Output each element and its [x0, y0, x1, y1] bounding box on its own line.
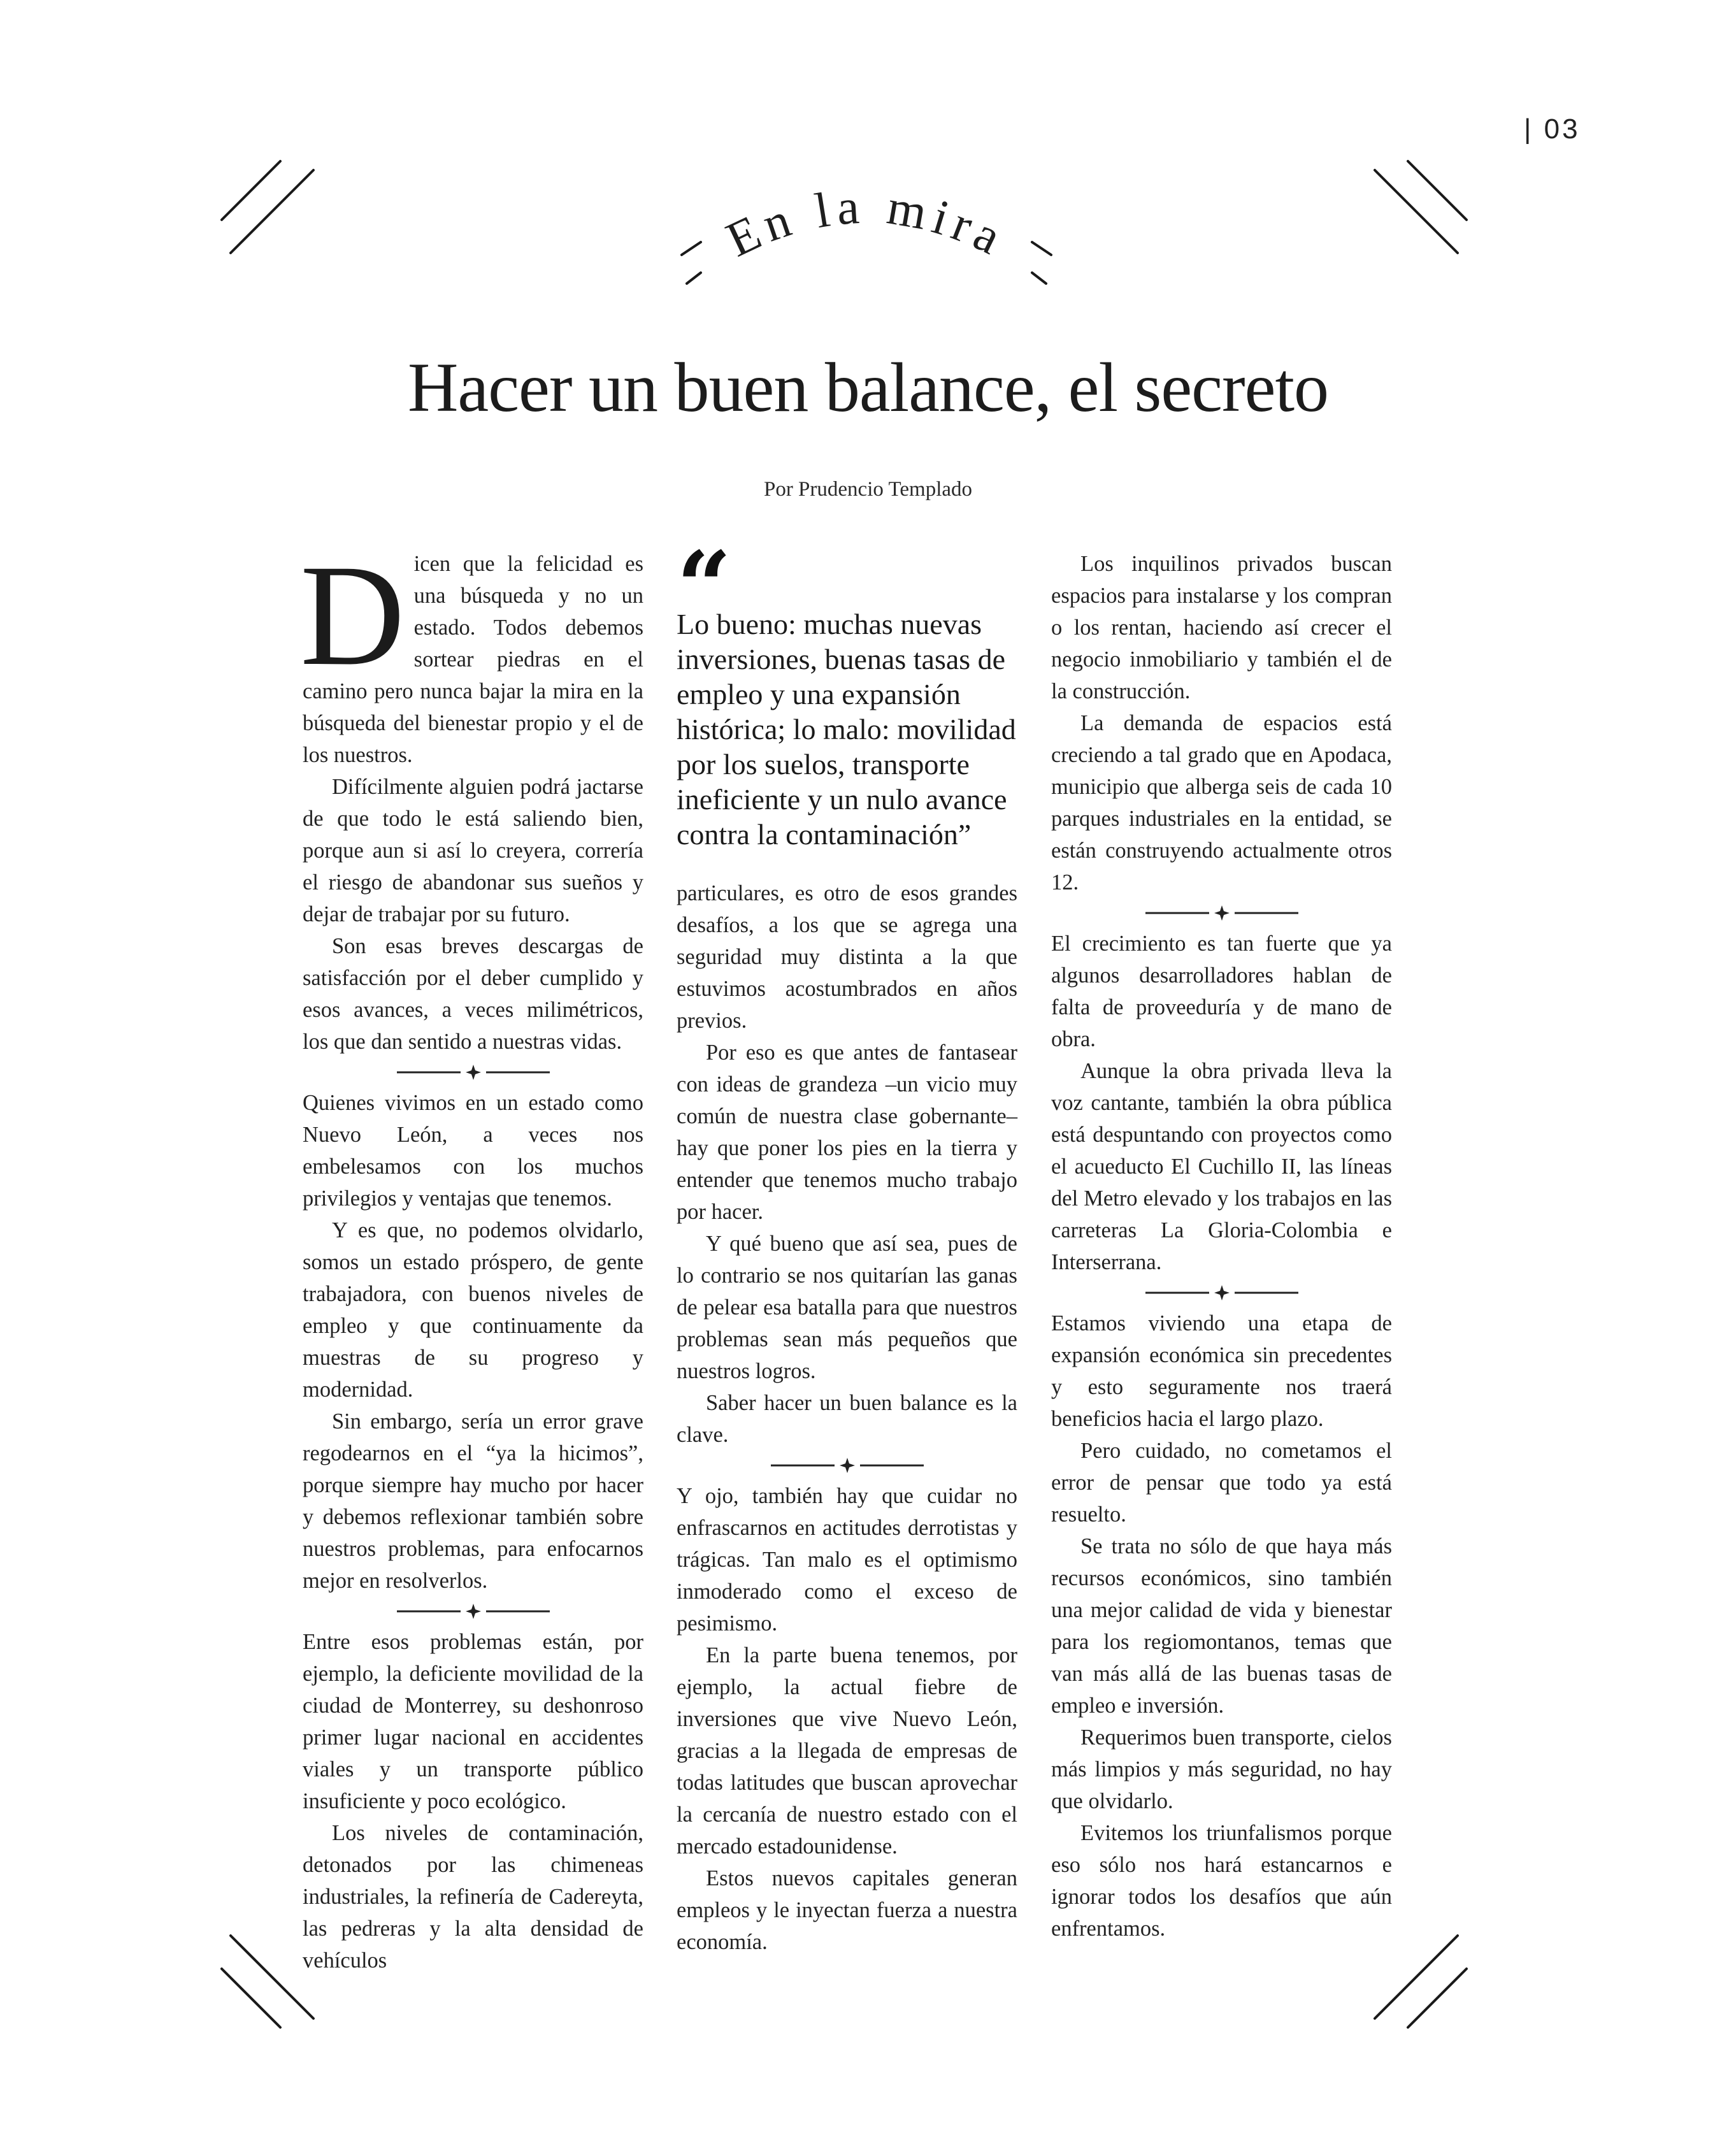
paragraph: Entre esos problemas están, por ejemplo, la deficiente movilidad de la ciudad de Monterrey, su deshonroso primer lugar nacional en accidentes viales y un transporte público insuficiente y poco ecológico.	[303, 1630, 643, 1813]
paragraph: Se trata no sólo de que haya más recursos económicos, sino también una mejor calidad de vida y bienestar para los regiomontanos, temas que van más allá de las buenas tasas de empleo e inversión.	[1051, 1534, 1392, 1718]
ornament-divider	[384, 1063, 563, 1082]
section-label-arc	[650, 153, 1083, 312]
article-column-2	[677, 531, 1017, 1958]
ornament-divider	[758, 1456, 936, 1475]
paragraph: Pero cuidado, no cometamos el error de pensar que todo ya está resuelto.	[1051, 1439, 1392, 1527]
paragraph: Saber hacer un buen balance es la clave.	[677, 1391, 1017, 1447]
paragraph: Por eso es que antes de fantasear con ideas de grandeza –un vicio muy común de nuestra clase gobernante– hay que poner los pies en la tierra y entender que tenemos mucho trabajo por hacer.	[677, 1040, 1017, 1224]
drop-cap: D	[300, 535, 405, 696]
headline: Hacer un buen balance, el secreto	[407, 349, 1329, 426]
paragraph: particulares, es otro de esos grandes desafíos, a los que se agrega una seguridad muy distinta a la que estuvimos acostumbrados en años previos.	[677, 881, 1017, 1033]
paragraph: Y es que, no podemos olvidarlo, somos un estado próspero, de gente trabajadora, con buenos niveles de empleo y que continuamente da muestras de su progreso y modernidad.	[303, 1218, 643, 1402]
pull-quote	[677, 531, 1017, 852]
pull-quote-text: Lo bueno: muchas nuevas inversiones, buenas tasas de empleo y una expansión histórica; lo malo: movilidad por los suelos, transporte ineficiente y un nulo avance contra la contaminación”	[677, 608, 1016, 851]
paragraph: Los inquilinos privados buscan espacios para instalarse y los compran o los rentan, haciendo así crecer el negocio inmobiliario y también el de la construcción.	[1051, 552, 1392, 703]
paragraph: Y qué bueno que así sea, pues de lo contrario se nos quitarían las ganas de pelear esa batalla para que nuestros problemas sean más pequeños que nuestros logros.	[677, 1232, 1017, 1383]
paragraph: Son esas breves descargas de satisfacción por el deber cumplido y esos avances, a veces milimétricos, los que dan sentido a nuestras vidas.	[303, 934, 643, 1054]
paragraph: Estamos viviendo una etapa de expansión económica sin precedentes y esto seguramente nos traerá beneficios hacia el largo plazo.	[1051, 1311, 1392, 1431]
arc-tick-right-lower	[1032, 273, 1046, 284]
quote-mark: “	[677, 531, 732, 643]
page-number: | 03	[1524, 113, 1581, 145]
paragraph: icen que la felicidad es una búsqueda y no un estado. Todos debemos sortear piedras en el camino pero nunca bajar la mira en la búsqueda del bienestar propio y el de los nuestros.	[303, 552, 643, 767]
paragraph: Y ojo, también hay que cuidar no enfrascarnos en actitudes derrotistas y trágicas. Tan malo es el optimismo inmoderado como el exceso de pesimismo.	[677, 1484, 1017, 1636]
ornament-divider	[1133, 903, 1311, 923]
paragraph: Quienes vivimos en un estado como Nuevo León, a veces nos embelesamos con los muchos privilegios y ventajas que tenemos.	[303, 1091, 643, 1211]
paragraph: El crecimiento es tan fuerte que ya algunos desarrolladores hablan de falta de proveeduría y de mano de obra.	[1051, 932, 1392, 1051]
ornament-divider	[1133, 1283, 1311, 1302]
paragraph: Requerimos buen transporte, cielos más limpios y más seguridad, no hay que olvidarlo.	[1051, 1725, 1392, 1813]
arc-tick-right-upper	[1032, 242, 1051, 255]
byline: Por Prudencio Templado	[763, 478, 973, 501]
arc-tick-left-lower	[687, 273, 701, 284]
ornament-divider	[384, 1602, 563, 1621]
paragraph: Evitemos los triunfalismos porque eso sólo nos hará estancarnos e ignorar todos los desafíos que aún enfrentamos.	[1051, 1821, 1392, 1941]
svg-text:En la mira	[718, 178, 1015, 267]
top-right-slashes	[1363, 156, 1472, 264]
paragraph: Sin embargo, sería un error grave regodearnos en el “ya la hicimos”, porque siempre hay mucho por hacer y debemos reflexionar también sobre nuestros problemas, para enfocarnos mejor en resolverlos.	[303, 1409, 643, 1593]
section-label: En la mira	[717, 178, 1015, 268]
paragraph: Aunque la obra privada lleva la voz cantante, también la obra pública está despuntando con proyectos como el acueducto El Cuchillo II, las líneas del Metro elevado y los trabajos en las carreteras La Gloria-Colombia e Interserrana.	[1051, 1059, 1392, 1274]
article-column-3	[1051, 548, 1392, 1945]
paragraph: Estos nuevos capitales generan empleos y le inyectan fuerza a nuestra economía.	[677, 1866, 1017, 1954]
paragraph: Los niveles de contaminación, detonados por las chimeneas industriales, la refinería de Cadereyta, las pedreras y la alta densidad de vehículos	[303, 1821, 643, 1973]
paragraph: La demanda de espacios está creciendo a tal grado que en Apodaca, municipio que alberga seis de cada 10 parques industriales en la entidad, se están construyendo actualmente otros 12.	[1051, 711, 1392, 895]
article-column-1	[300, 535, 643, 1976]
paragraph: En la parte buena tenemos, por ejemplo, la actual fiebre de inversiones que vive Nuevo León, gracias a la llegada de empresas de todas latitudes que buscan aprovechar la cercanía de nuestro estado con el mercado estadounidense.	[677, 1643, 1017, 1859]
paragraph: Difícilmente alguien podrá jactarse de que todo le está saliendo bien, porque aun si así lo creyera, correría el riesgo de abandonar sus sueños y dejar de trabajar por su futuro.	[303, 775, 643, 926]
arc-tick-left-upper	[682, 242, 701, 255]
top-left-slashes	[217, 156, 325, 264]
